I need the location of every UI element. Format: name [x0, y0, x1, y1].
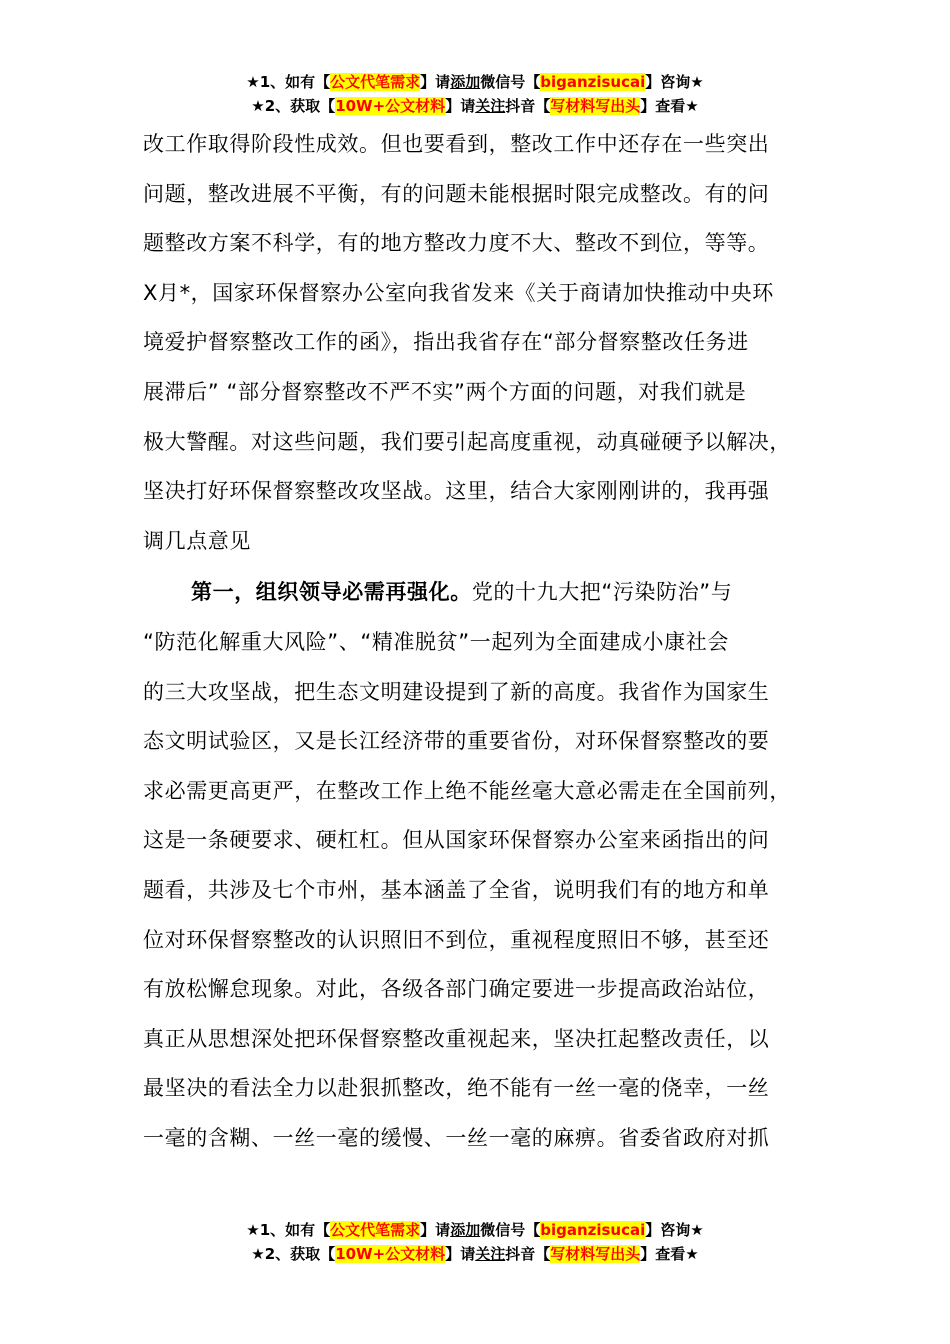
promo-douyin-id: 写材料写出头 [550, 1245, 641, 1263]
text-line: 一毫的含糊、一丝一毫的缓慢、一丝一毫的麻痹。省委省政府对抓 [143, 1125, 770, 1150]
text-line: 调几点意见 [143, 528, 251, 553]
promo-highlight: 公文代笔需求 [330, 73, 421, 91]
promo-text: 微信号【 [480, 1221, 541, 1239]
header-promo-banner [0, 70, 950, 118]
text-line: 位对环保督察整改的认识照旧不到位，重视程度照旧不够，甚至还 [143, 927, 770, 952]
promo-underline: 添加 [450, 1221, 481, 1239]
section-heading: 第一，组织领导必需再强化。 [191, 580, 472, 605]
promo-text: 抖音【 [505, 1245, 551, 1263]
promo-text: ★1、如有【 [246, 73, 331, 91]
text-line: 题整改方案不科学，有的地方整改力度不大、整改不到位，等等。 [143, 231, 770, 256]
promo-line-1 [0, 1218, 950, 1242]
promo-text: 抖音【 [505, 97, 551, 115]
text-line: 的三大攻坚战，把生态文明建设提到了新的高度。我省作为国家生 [143, 679, 770, 704]
text-line: 真正从思想深处把环保督察整改重视起来，坚决扛起整改责任，以 [143, 1026, 770, 1051]
promo-text: 】咨询★ [645, 73, 704, 91]
promo-highlight: 10W+公文材料 [335, 97, 446, 115]
promo-text: 】咨询★ [645, 1221, 704, 1239]
promo-text: ★2、获取【 [251, 97, 336, 115]
text-line: 展滞后” “部分督察整改不严不实”两个方面的问题，对我们就是 [143, 379, 747, 404]
promo-wechat-id: biganzisucai [540, 1221, 646, 1239]
promo-highlight: 10W+公文材料 [335, 1245, 446, 1263]
promo-text: 】请 [445, 97, 476, 115]
promo-text: 】查看★ [640, 97, 699, 115]
text-line-first [143, 568, 815, 618]
promo-text: ★1、如有【 [246, 1221, 331, 1239]
text-line: 坚决打好环保督察整改攻坚战。这里，结合大家刚刚讲的，我再强 [143, 479, 770, 504]
text-line: 问题，整改进展不平衡，有的问题未能根据时限完成整改。有的问 [143, 181, 770, 206]
text-line: 态文明试验区，又是长江经济带的重要省份，对环保督察整改的要 [143, 729, 770, 754]
text-line: 题看，共涉及七个市州，基本涵盖了全省，说明我们有的地方和单 [143, 877, 770, 902]
text-line: 有放松懈怠现象。对此，各级各部门确定要进一步提高政治站位， [143, 977, 770, 1002]
document-body [143, 120, 815, 1163]
promo-line-2 [0, 94, 950, 118]
promo-text: 】请 [420, 73, 451, 91]
promo-douyin-id: 写材料写出头 [550, 97, 641, 115]
promo-text: ★2、获取【 [251, 1245, 336, 1263]
text-line: X月*，国家环保督察办公室向我省发来《关于商请加快推动中央环 [143, 280, 774, 305]
text-line: 最坚决的看法全力以赴狠抓整改，绝不能有一丝一毫的侥幸，一丝 [143, 1076, 770, 1101]
promo-wechat-id: biganzisucai [540, 73, 646, 91]
text-line: 改工作取得阶段性成效。但也要看到，整改工作中还存在一些突出 [143, 132, 770, 156]
promo-underline: 关注 [475, 1245, 506, 1263]
text-line: 极大警醒。对这些问题，我们要引起高度重视，动真碰硬予以解决， [143, 429, 791, 454]
promo-line-1 [0, 70, 950, 94]
promo-text: 】请 [420, 1221, 451, 1239]
promo-text: 】请 [445, 1245, 476, 1263]
promo-text: 微信号【 [480, 73, 541, 91]
paragraph-1 [143, 120, 815, 566]
promo-underline: 添加 [450, 73, 481, 91]
text-line: 这是一条硬要求、硬杠杠。但从国家环保督察办公室来函指出的问 [143, 828, 770, 853]
paragraph-2 [143, 568, 815, 1163]
text-line: 求必需更高更严，在整改工作上绝不能丝毫大意必需走在全国前列， [143, 778, 791, 803]
text-run: 党的十九大把“污染防治”与 [471, 580, 733, 605]
promo-line-2 [0, 1242, 950, 1266]
text-line: 境爱护督察整改工作的函》，指出我省存在“部分督察整改任务进 [143, 330, 749, 355]
promo-text: 】查看★ [640, 1245, 699, 1263]
text-line: “防范化解重大风险”、“精准脱贫”一起列为全面建成小康社会 [143, 629, 729, 654]
promo-highlight: 公文代笔需求 [330, 1221, 421, 1239]
promo-underline: 关注 [475, 97, 506, 115]
footer-promo-banner [0, 1218, 950, 1266]
